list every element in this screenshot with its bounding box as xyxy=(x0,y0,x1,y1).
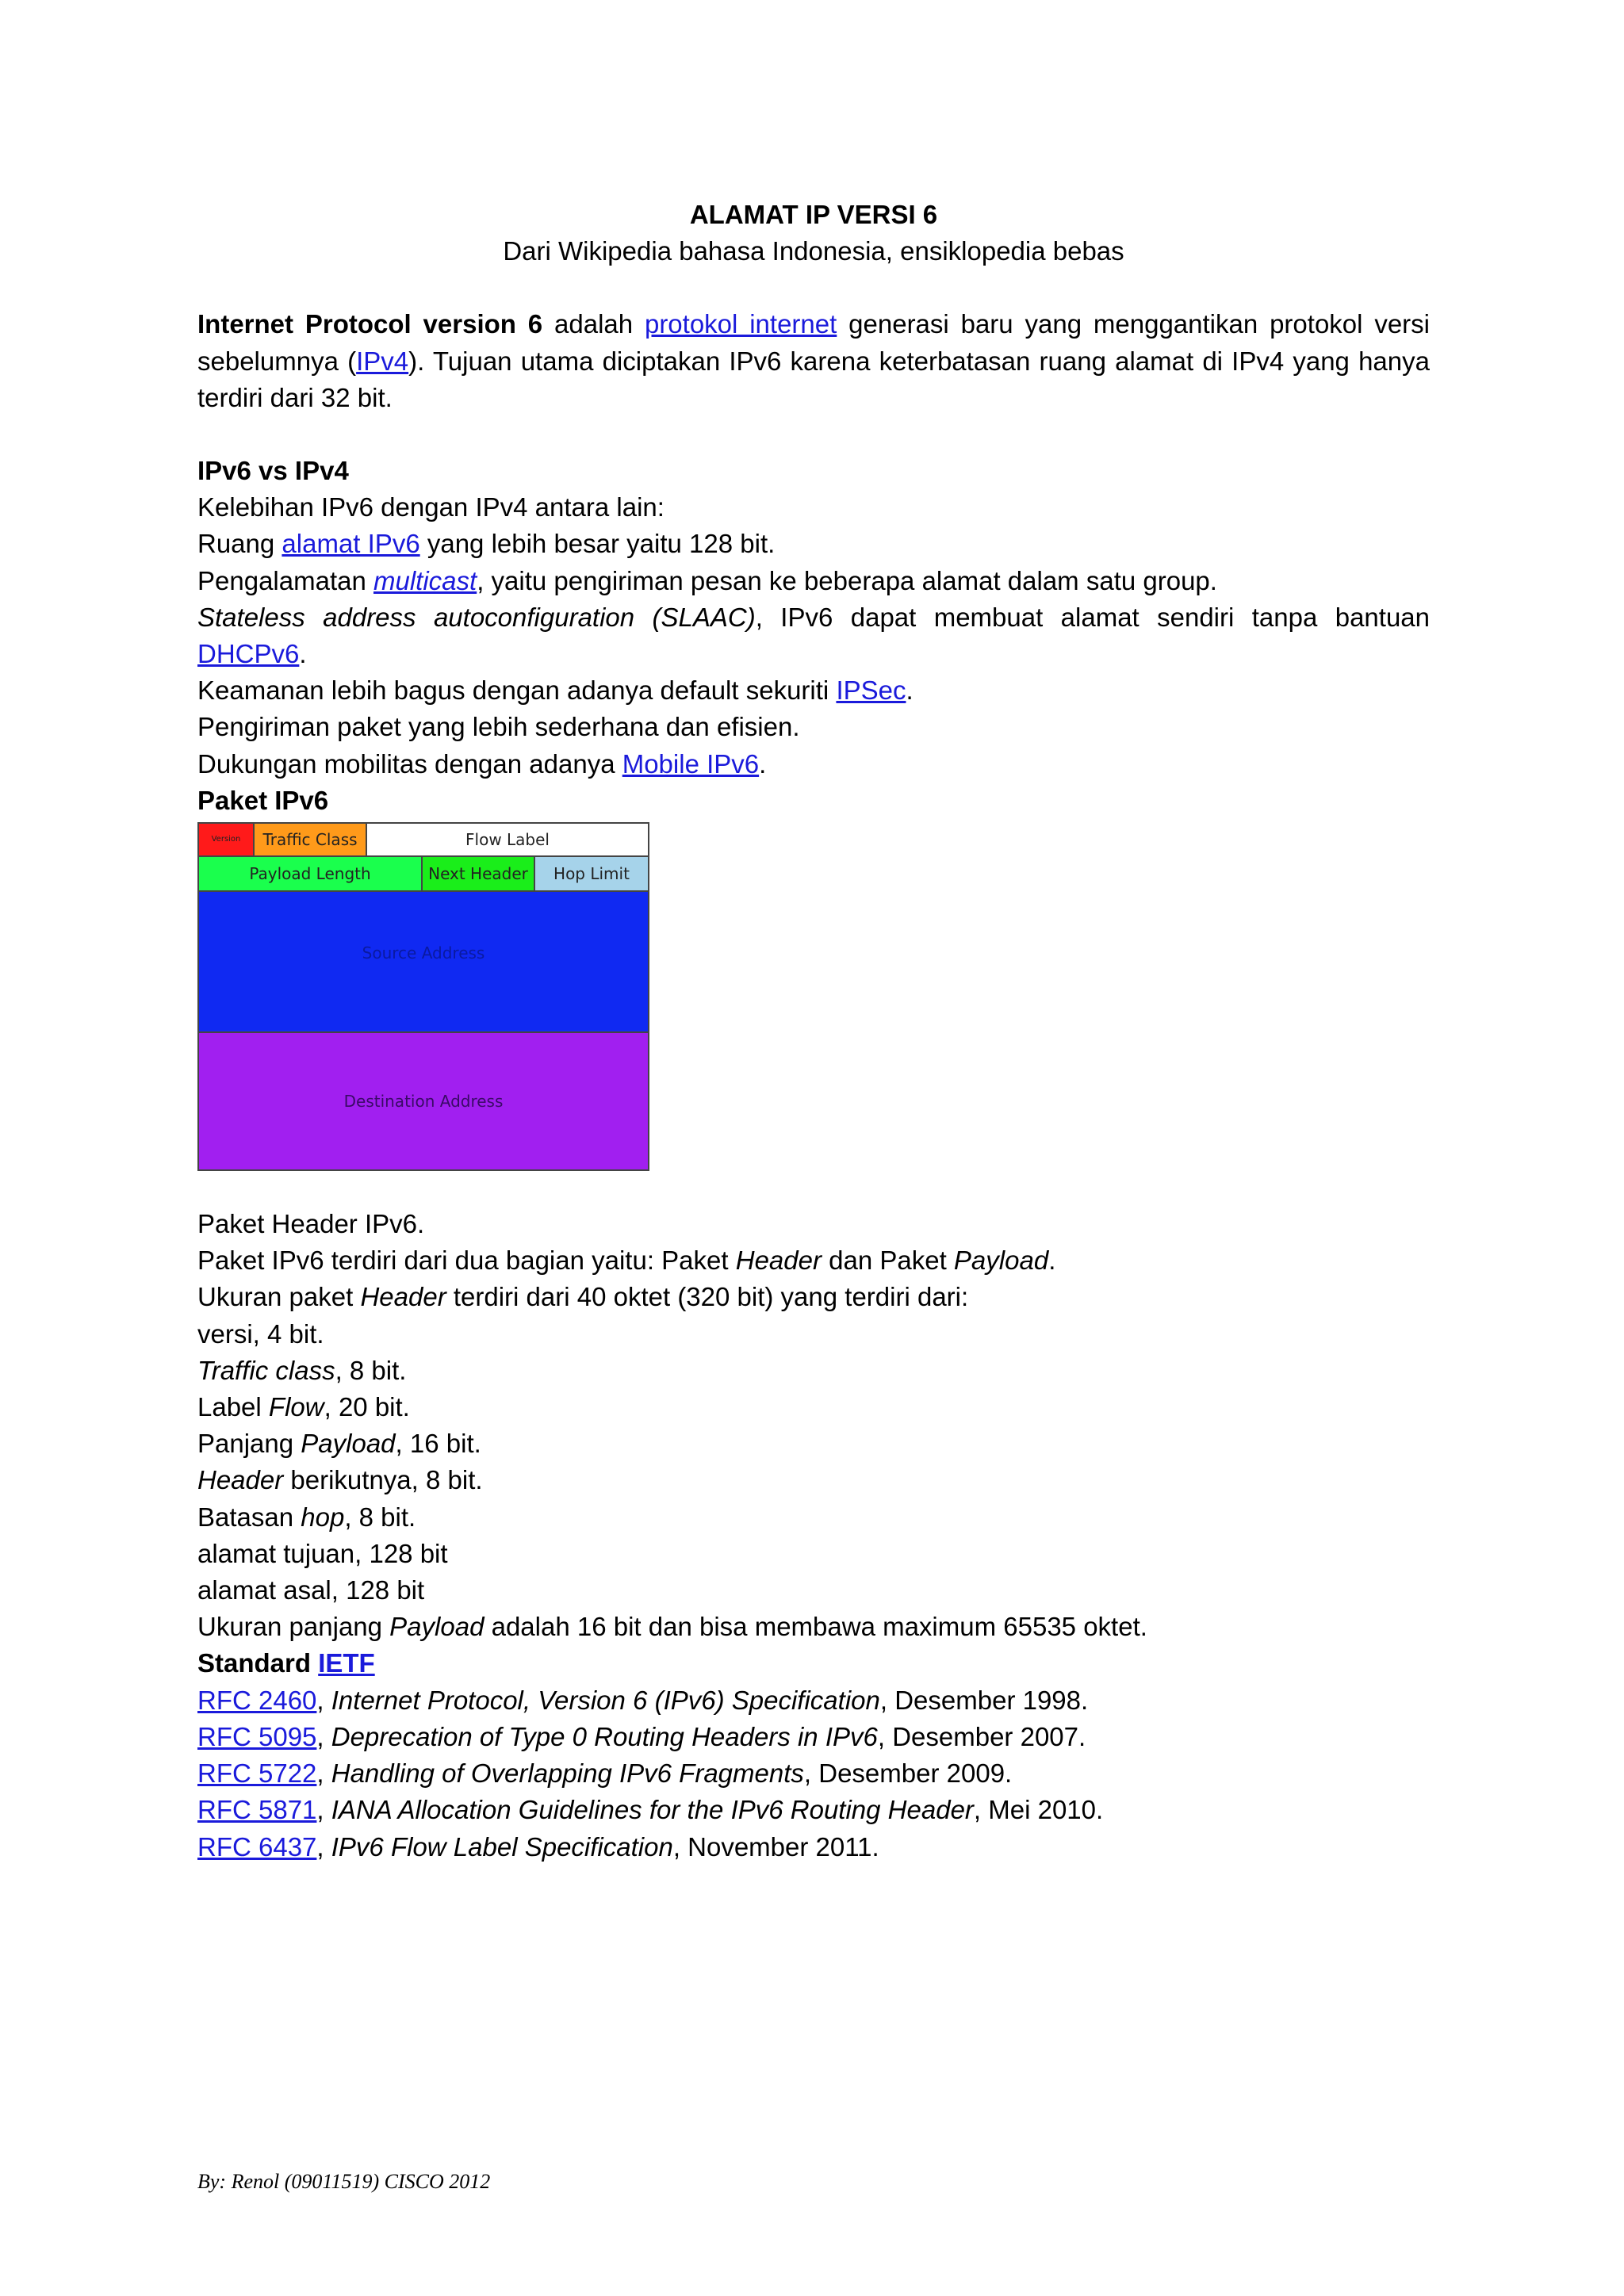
text: , xyxy=(316,1795,331,1825)
advantage-item xyxy=(197,599,1430,672)
text: , xyxy=(316,1758,331,1789)
document-title: ALAMAT IP VERSI 6 xyxy=(689,200,938,229)
text: Label xyxy=(197,1392,269,1422)
item-text: Keamanan lebih bagus dengan adanya default sekuriti xyxy=(197,675,837,706)
text: , xyxy=(316,1831,331,1862)
header-field-item xyxy=(197,1425,1430,1462)
ipv6-packet-header-diagram xyxy=(197,822,649,1171)
intro-text: adalah xyxy=(542,309,645,339)
link-mobile-ipv6[interactable]: Mobile IPv6 xyxy=(622,748,760,779)
rfc-item xyxy=(197,1682,1430,1719)
comparison-lead: Kelebihan IPv6 dengan IPv4 antara lain: xyxy=(197,492,665,522)
link-rfc-2460[interactable]: RFC 2460 xyxy=(197,1685,317,1715)
field-payload-length: Payload Length xyxy=(197,855,423,892)
document-body xyxy=(197,197,1430,1866)
section-heading-paket-ipv6: Paket IPv6 xyxy=(197,785,329,815)
field-source-label: Source Address xyxy=(362,943,485,963)
text: Ukuran panjang xyxy=(197,1612,390,1642)
text: , 8 bit. xyxy=(344,1502,416,1532)
text-italic: hop xyxy=(301,1502,345,1532)
field-source-address xyxy=(197,890,649,1033)
intro-text: generasi baru yang menggantikan protokol versi sebelumnya ( xyxy=(197,309,1431,376)
link-multicast[interactable]: multicast xyxy=(373,565,477,595)
field-version: Version xyxy=(197,822,255,857)
packet-paragraph xyxy=(197,1609,1430,1645)
link-rfc-5722[interactable]: RFC 5722 xyxy=(197,1758,317,1789)
item-text: Pengalamatan xyxy=(197,565,373,595)
rfc-title: Internet Protocol, Version 6 (IPv6) Specification xyxy=(331,1685,880,1715)
text: , 20 bit. xyxy=(324,1392,410,1422)
packet-paragraph xyxy=(197,1242,1430,1279)
rfc-title: Handling of Overlapping IPv6 Fragments xyxy=(331,1758,804,1789)
link-rfc-5095[interactable]: RFC 5095 xyxy=(197,1721,317,1751)
text: . xyxy=(1048,1246,1056,1276)
advantage-item xyxy=(197,563,1430,599)
text-italic: Header xyxy=(735,1246,822,1276)
field-next-header: Next Header xyxy=(421,855,535,892)
header-field-item xyxy=(197,1462,1430,1498)
item-text: . xyxy=(299,639,307,669)
item-italic: Stateless address autoconfiguration (SLAAC) xyxy=(197,602,756,632)
rfc-list xyxy=(197,1682,1430,1866)
item-text: , IPv6 dapat membuat alamat sendiri tanpa bantuan xyxy=(755,602,1430,632)
section-heading-ipv6-vs-ipv4: IPv6 vs IPv4 xyxy=(197,456,349,486)
header-field-item: alamat tujuan, 128 bit xyxy=(197,1538,448,1568)
text-italic: Payload xyxy=(301,1429,396,1459)
rfc-title: IANA Allocation Guidelines for the IPv6 Routing Header xyxy=(331,1795,974,1825)
text: , xyxy=(316,1685,331,1715)
spacer xyxy=(197,416,1430,453)
packet-paragraph xyxy=(197,1279,1430,1315)
rfc-title: IPv6 Flow Label Specification xyxy=(331,1831,673,1862)
field-traffic-class: Traffic Class xyxy=(253,822,367,857)
text: , 16 bit. xyxy=(395,1429,481,1459)
item-text: Ruang xyxy=(197,529,282,559)
text-italic: Flow xyxy=(268,1392,324,1422)
link-alamat-ipv6[interactable]: alamat IPv6 xyxy=(282,529,420,559)
rfc-item xyxy=(197,1719,1430,1755)
rfc-date: , November 2011. xyxy=(672,1831,879,1862)
link-rfc-5871[interactable]: RFC 5871 xyxy=(197,1795,317,1825)
text-italic: Payload xyxy=(389,1612,485,1642)
text-italic: Header xyxy=(197,1465,284,1495)
text: , 8 bit. xyxy=(335,1355,407,1385)
text: Paket IPv6 terdiri dari dua bagian yaitu: Paket xyxy=(197,1246,736,1276)
text-italic: Header xyxy=(360,1282,446,1312)
text-italic: Payload xyxy=(953,1246,1049,1276)
text: , xyxy=(316,1721,331,1751)
link-ietf[interactable]: IETF xyxy=(318,1648,375,1678)
rfc-title: Deprecation of Type 0 Routing Headers in IPv6 xyxy=(331,1721,878,1751)
advantage-item: Pengiriman paket yang lebih sederhana dan efisien. xyxy=(197,712,800,742)
heading-text: Standard xyxy=(197,1648,319,1678)
item-text: , yaitu pengiriman pesan ke beberapa alamat dalam satu group. xyxy=(477,565,1217,595)
link-ipsec[interactable]: IPSec xyxy=(836,675,906,706)
text: berikutnya, 8 bit. xyxy=(283,1465,483,1495)
rfc-date: , Desember 2009. xyxy=(803,1758,1013,1789)
item-text: . xyxy=(906,675,914,706)
text: dan Paket xyxy=(821,1246,954,1276)
spacer xyxy=(197,270,1430,306)
header-field-item xyxy=(197,1353,1430,1389)
rfc-item xyxy=(197,1792,1430,1828)
intro-paragraph xyxy=(197,306,1430,416)
header-field-item xyxy=(197,1389,1430,1425)
header-field-item: versi, 4 bit. xyxy=(197,1318,324,1349)
diagram-caption: Paket Header IPv6. xyxy=(197,1209,425,1239)
intro-text: ). Tujuan utama diciptakan IPv6 karena keterbatasan ruang alamat di IPv4 yang hanya terdiri dari 32 bit. xyxy=(197,346,1430,412)
rfc-date: , Desember 2007. xyxy=(877,1721,1086,1751)
rfc-item xyxy=(197,1829,1430,1866)
section-heading-standard-ietf xyxy=(197,1645,1430,1682)
text-italic: Traffic class xyxy=(197,1355,335,1385)
text: Panjang xyxy=(197,1429,301,1459)
page-footer: By: Renol (09011519) CISCO 2012 xyxy=(197,2170,491,2193)
field-flow-label: Flow Label xyxy=(366,822,649,857)
header-field-item: alamat asal, 128 bit xyxy=(197,1575,425,1605)
link-protokol-internet[interactable]: protokol internet xyxy=(644,309,837,339)
link-dhcpv6[interactable]: DHCPv6 xyxy=(197,639,300,669)
item-text: yang lebih besar yaitu 128 bit. xyxy=(419,529,776,559)
advantage-item xyxy=(197,672,1430,709)
rfc-item xyxy=(197,1755,1430,1792)
packet-description xyxy=(197,1206,1430,1866)
item-text: . xyxy=(759,748,767,779)
text: Batasan xyxy=(197,1502,301,1532)
text: adalah 16 bit dan bisa membawa maximum 65535 oktet. xyxy=(484,1612,1147,1642)
intro-term: Internet Protocol version 6 xyxy=(197,309,543,339)
advantage-item xyxy=(197,746,1430,783)
rfc-date: , Mei 2010. xyxy=(973,1795,1104,1825)
item-text: Dukungan mobilitas dengan adanya xyxy=(197,748,622,779)
header-field-item xyxy=(197,1499,1430,1536)
link-rfc-6437[interactable]: RFC 6437 xyxy=(197,1831,317,1862)
field-hop-limit: Hop Limit xyxy=(534,855,649,892)
rfc-date: , Desember 1998. xyxy=(879,1685,1089,1715)
document-subtitle: Dari Wikipedia bahasa Indonesia, ensiklopedia bebas xyxy=(503,236,1124,266)
link-ipv4[interactable]: IPv4 xyxy=(356,346,409,376)
field-destination-address: Destination Address xyxy=(197,1031,649,1171)
text: Ukuran paket xyxy=(197,1282,361,1312)
advantage-item xyxy=(197,526,1430,562)
text: terdiri dari 40 oktet (320 bit) yang terdiri dari: xyxy=(446,1282,969,1312)
